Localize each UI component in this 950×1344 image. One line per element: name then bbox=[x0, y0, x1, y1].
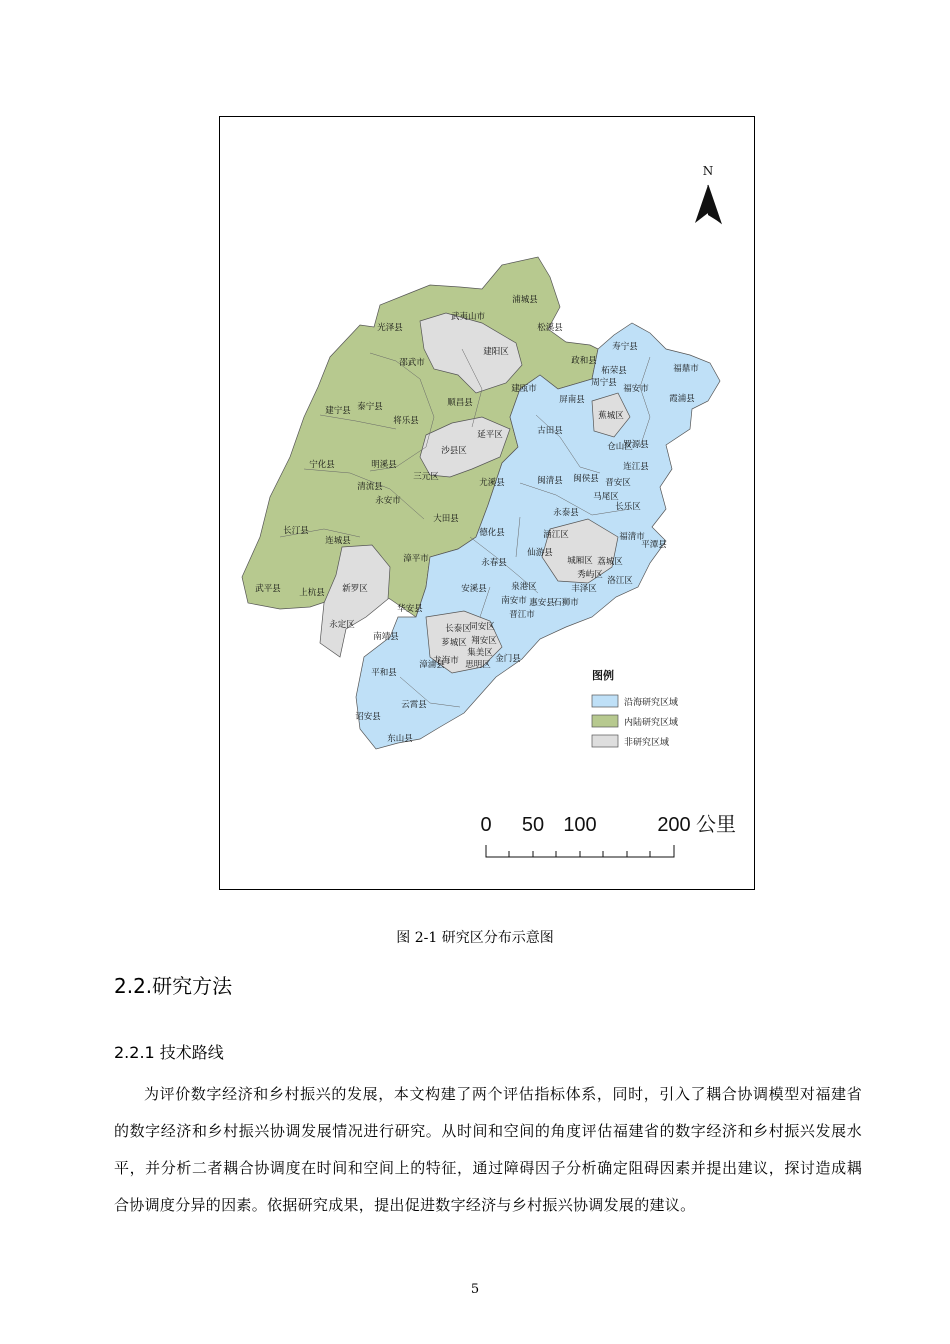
scale-label-0: 0 bbox=[480, 814, 492, 836]
region-label-coastal: 云霄县 bbox=[401, 700, 427, 710]
region-label-non-study: 蕉城区 bbox=[598, 411, 624, 421]
region-label-coastal: 晋江市 bbox=[509, 610, 535, 620]
region-label-coastal: 诏安县 bbox=[355, 712, 381, 722]
region-label-coastal: 思明区 bbox=[465, 660, 491, 670]
region-label-coastal: 屏南县 bbox=[559, 395, 585, 405]
region-label-coastal: 泉港区 bbox=[511, 582, 537, 592]
region-label-coastal: 芗城区 bbox=[441, 638, 467, 648]
region-label-coastal: 古田县 bbox=[537, 426, 563, 436]
region-label-inland: 尤溪县 bbox=[479, 478, 505, 488]
scale-unit: 公里 bbox=[696, 814, 736, 836]
legend-swatch bbox=[592, 695, 618, 707]
region-label-non-study: 建阳区 bbox=[483, 347, 509, 357]
region-label-coastal: 周宁县 bbox=[591, 378, 617, 388]
region-label-coastal: 集美区 bbox=[467, 648, 493, 658]
region-label-non-study: 延平区 bbox=[477, 430, 503, 440]
region-label-inland: 邵武市 bbox=[399, 358, 425, 368]
region-label-coastal: 惠安县 bbox=[529, 598, 555, 608]
region-label-coastal: 长乐区 bbox=[615, 502, 641, 512]
region-label-inland: 连城县 bbox=[325, 536, 351, 546]
region-label-inland: 光泽县 bbox=[377, 323, 403, 333]
region-label-coastal: 德化县 bbox=[479, 528, 505, 538]
region-label-coastal: 翔安区 bbox=[471, 636, 497, 646]
region-label-non-study: 新罗区 bbox=[342, 584, 368, 594]
region-label-coastal: 长泰区 bbox=[445, 624, 471, 634]
region-label-inland: 武夷山市 bbox=[450, 312, 486, 322]
region-label-coastal: 福清市 bbox=[619, 532, 645, 542]
scale-label-50: 50 bbox=[521, 814, 545, 836]
map-legend bbox=[592, 668, 678, 748]
region-label-coastal: 石狮市 bbox=[553, 598, 579, 608]
region-label-coastal: 华安县 bbox=[397, 604, 423, 614]
region-label-coastal: 洛江区 bbox=[607, 576, 633, 586]
region-label-coastal: 南靖县 bbox=[373, 632, 399, 642]
region-label-inland: 建瓯市 bbox=[511, 384, 537, 394]
region-label-coastal: 丰泽区 bbox=[571, 584, 597, 594]
region-label-non-study: 三元区 bbox=[413, 472, 439, 482]
region-label-coastal: 永泰县 bbox=[553, 508, 579, 518]
region-label-coastal: 安溪县 bbox=[461, 584, 487, 594]
legend-title: 图例 bbox=[592, 669, 614, 682]
region-label-inland: 大田县 bbox=[433, 514, 459, 524]
region-label-coastal: 寿宁县 bbox=[612, 342, 638, 352]
region-label-inland: 松溪县 bbox=[537, 323, 563, 333]
region-label-coastal: 福安市 bbox=[623, 384, 649, 394]
region-label-inland: 将乐县 bbox=[393, 416, 419, 426]
region-label-inland: 政和县 bbox=[571, 356, 597, 366]
map-canvas bbox=[220, 117, 756, 891]
region-label-non-study: 沙县区 bbox=[441, 446, 467, 456]
scale-label-100: 100 bbox=[563, 814, 597, 836]
region-label-inland: 清流县 bbox=[357, 482, 383, 492]
region-label-coastal: 荔城区 bbox=[597, 557, 623, 567]
region-label-coastal: 金门县 bbox=[495, 654, 521, 664]
region-label-inland: 明溪县 bbox=[371, 460, 397, 470]
scale-label-200: 200 bbox=[657, 814, 691, 836]
legend-label: 非研究区域 bbox=[624, 738, 670, 748]
region-label-coastal: 同安区 bbox=[469, 622, 495, 632]
study-area-map-figure bbox=[219, 116, 755, 890]
region-label-non-study: 永定区 bbox=[329, 620, 355, 630]
legend-swatch bbox=[592, 735, 618, 747]
region-label-coastal: 永春县 bbox=[481, 558, 507, 568]
region-label-coastal: 闽清县 bbox=[537, 476, 563, 486]
region-label-inland: 浦城县 bbox=[512, 295, 538, 305]
region-label-inland: 永安市 bbox=[375, 496, 401, 506]
region-label-coastal: 南安市 bbox=[501, 596, 527, 606]
region-label-coastal: 马尾区 bbox=[593, 492, 619, 502]
page-number: 5 bbox=[470, 1282, 480, 1297]
scale-bar bbox=[480, 814, 736, 857]
region-label-coastal: 涵江区 bbox=[543, 530, 569, 540]
region-label-inland: 顺昌县 bbox=[447, 398, 473, 408]
region-label-inland: 建宁县 bbox=[325, 406, 351, 416]
body-paragraph: 为评价数字经济和乡村振兴的发展，本文构建了两个评估指标体系，同时，引入了耦合协调模型对福建省的数字经济和乡村振兴协调发展情况进行研究。从时间和空间的角度评估福建省的数字经济和乡村振兴发展水平，并分析二者耦合协调度在时间和空间上的特征，通过障碍因子分析确定阻碍因素并提出建议，探讨造成耦合协调度分异的因素。依据研究成果，提出促进数字经济与乡村振兴协调发展的建议。 bbox=[114, 1085, 862, 1214]
region-label-coastal: 霞浦县 bbox=[669, 394, 695, 404]
region-label-inland: 泰宁县 bbox=[357, 402, 383, 412]
region-label-inland: 上杭县 bbox=[299, 588, 325, 598]
region-label-coastal: 晋安区 bbox=[605, 478, 631, 488]
region-label-inland: 漳平市 bbox=[403, 554, 429, 564]
region-label-coastal: 平和县 bbox=[371, 668, 397, 678]
region-label-coastal: 福鼎市 bbox=[673, 364, 699, 374]
region-label-coastal: 龙海市 bbox=[433, 656, 459, 666]
figure-caption: 图 2-1 研究区分布示意图 bbox=[396, 930, 554, 946]
legend-label: 内陆研究区域 bbox=[624, 718, 679, 728]
legend-swatch bbox=[592, 715, 618, 727]
north-arrow-icon bbox=[695, 164, 721, 223]
region-label-coastal: 仙游县 bbox=[527, 548, 553, 558]
region-label-non-study: 仓山区 bbox=[607, 442, 633, 452]
region-label-coastal: 秀屿区 bbox=[577, 570, 603, 580]
region-label-coastal: 柘荣县 bbox=[601, 366, 627, 376]
region-label-inland: 武平县 bbox=[255, 584, 281, 594]
region-label-coastal: 东山县 bbox=[387, 734, 413, 744]
region-label-coastal: 连江县 bbox=[623, 462, 649, 472]
region-label-inland: 宁化县 bbox=[309, 460, 335, 470]
region-label-coastal: 罗源县 bbox=[623, 440, 649, 450]
subsection-heading: 2.2.1 技术路线 bbox=[114, 1043, 224, 1062]
section-heading: 2.2.研究方法 bbox=[114, 974, 233, 998]
region-label-inland: 长汀县 bbox=[283, 526, 309, 536]
region-label-coastal: 城厢区 bbox=[567, 556, 593, 566]
region-label-coastal: 闽侯县 bbox=[573, 474, 599, 484]
region-label-coastal: 平潭县 bbox=[641, 540, 667, 550]
north-label: N bbox=[702, 164, 714, 178]
region-label-coastal: 漳浦县 bbox=[419, 660, 445, 670]
legend-label: 沿海研究区域 bbox=[624, 698, 679, 708]
